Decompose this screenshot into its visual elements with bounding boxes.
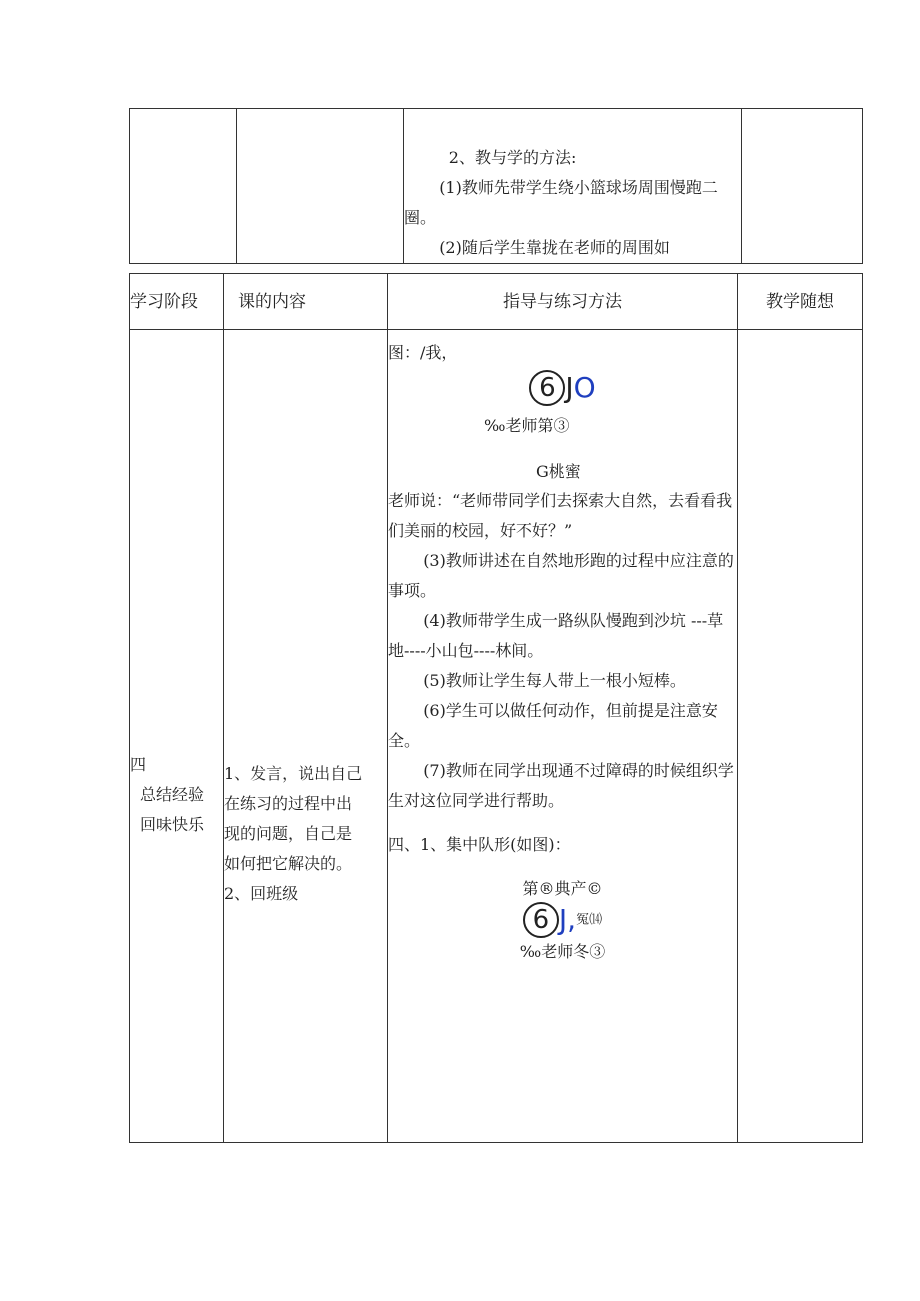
top-table bbox=[129, 108, 863, 264]
content-line-2: 在练习的过程中出 bbox=[224, 794, 353, 813]
stage-number: 四 bbox=[130, 755, 147, 774]
stage-line-1: 总结经验 bbox=[140, 785, 205, 804]
method-cell bbox=[388, 330, 738, 1143]
content-line-1: 1、发言，说出自己 bbox=[224, 764, 363, 783]
figure-2-comma: , bbox=[567, 903, 577, 936]
figure-1-line-3: G桃蜜 bbox=[536, 462, 581, 481]
content-line-3: 现的问题，自己是 bbox=[224, 824, 353, 843]
figure-1-caption: 图：/我， bbox=[388, 343, 458, 362]
content-cell bbox=[224, 330, 388, 1143]
circled-number-icon-2: 6 bbox=[523, 902, 559, 938]
header-stage: 学习阶段 bbox=[130, 274, 224, 330]
stage-line-2: 回味快乐 bbox=[140, 815, 205, 834]
method-step-3: (3)教师讲述在自然地形跑的过程中应注意的事项。 bbox=[388, 551, 734, 600]
figure-2-top: 第®典产© bbox=[522, 879, 603, 898]
figure-2-j: J bbox=[558, 903, 568, 936]
header-notes: 教学随想 bbox=[738, 274, 863, 330]
circled-number-icon: 6 bbox=[529, 370, 565, 406]
top-method-cell bbox=[404, 109, 742, 264]
method-step-4: (4)教师带学生成一路纵队慢跑到沙坑 ---草地----小山包----林间。 bbox=[388, 611, 724, 660]
section-4-heading: 四、1、集中队形(如图)： bbox=[388, 835, 571, 854]
figure-1-o: O bbox=[573, 371, 596, 404]
figure-1-j: J bbox=[565, 371, 574, 404]
content-line-4: 如何把它解决的。 bbox=[224, 854, 353, 873]
notes-cell bbox=[738, 330, 863, 1143]
method-heading: 2、教与学的方法: bbox=[448, 148, 577, 167]
top-notes-cell bbox=[742, 109, 863, 264]
top-stage-cell bbox=[130, 109, 237, 264]
figure-2-bottom: ‰老师冬③ bbox=[519, 942, 606, 961]
header-content: 课的内容 bbox=[224, 274, 388, 330]
method-step-1: (1)教师先带学生绕小篮球场周围慢跑二圈。 bbox=[404, 178, 718, 227]
figure-2-tail: 冤⒁ bbox=[576, 912, 603, 928]
header-method: 指导与练习方法 bbox=[388, 274, 738, 330]
top-content-cell bbox=[237, 109, 404, 264]
formation-figure-2 bbox=[388, 878, 737, 964]
content-line-5: 2、回班级 bbox=[224, 884, 299, 903]
teacher-quote: 老师说：“老师带同学们去探索大自然，去看看我们美丽的校园，好不好？” bbox=[388, 491, 733, 540]
method-step-5: (5)教师让学生每人带上一根小短棒。 bbox=[423, 671, 686, 690]
method-step-6: (6)学生可以做任何动作，但前提是注意安全。 bbox=[388, 701, 718, 750]
method-step-7: (7)教师在同学出现通不过障碍的时候组织学生对这位同学进行帮助。 bbox=[388, 761, 734, 810]
figure-1-line-2: ‰老师第③ bbox=[484, 416, 570, 435]
stage-cell bbox=[130, 330, 224, 1143]
lesson-table bbox=[129, 273, 863, 1143]
formation-figure-1 bbox=[388, 370, 737, 406]
method-step-2: (2)随后学生靠拢在老师的周围如 bbox=[439, 238, 670, 257]
